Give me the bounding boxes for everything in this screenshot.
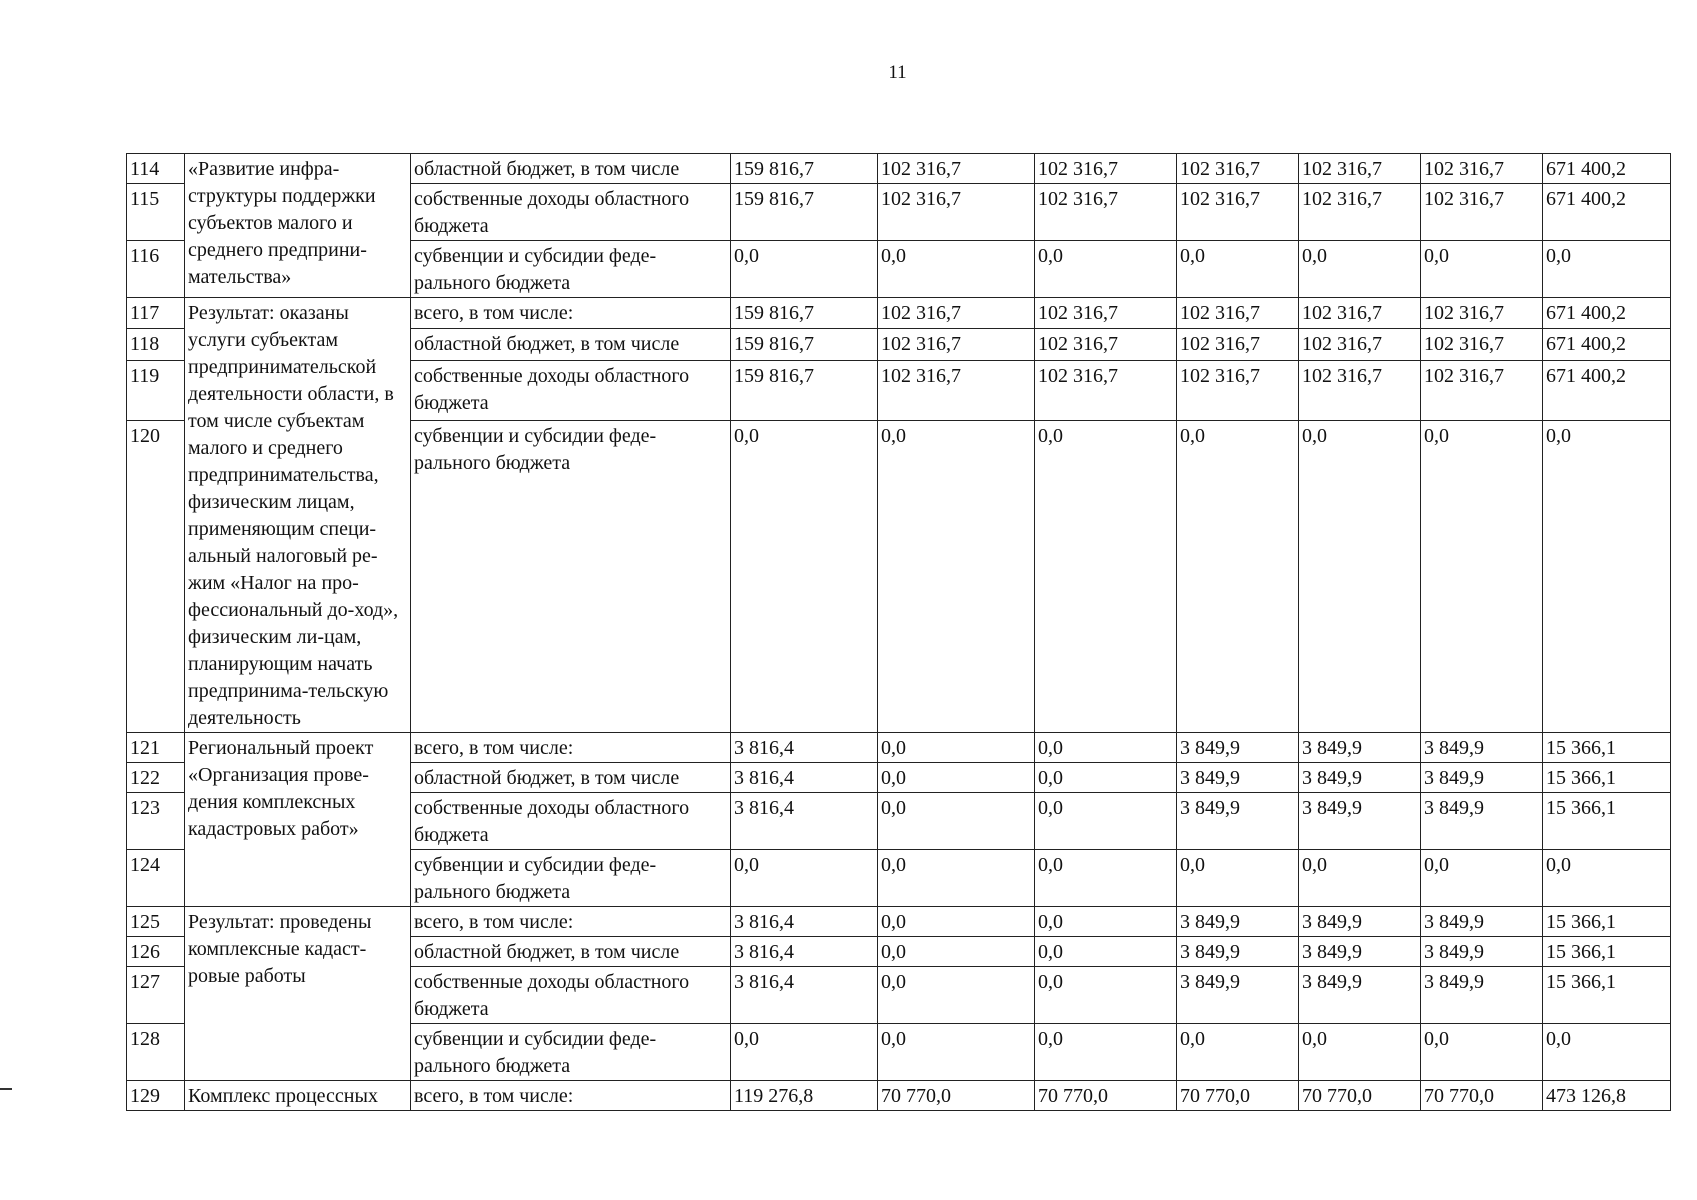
- total-value-cell: 15 366,1: [1543, 967, 1671, 1024]
- value-cell: 0,0: [1299, 850, 1421, 907]
- value-cell: 0,0: [1299, 420, 1421, 732]
- value-cell: 102 316,7: [1177, 360, 1299, 420]
- value-cell: 70 770,0: [1421, 1081, 1543, 1111]
- value-cell: 3 849,9: [1177, 793, 1299, 850]
- total-value-cell: 15 366,1: [1543, 763, 1671, 793]
- row-number-cell: 116: [127, 241, 185, 298]
- value-cell: 70 770,0: [1177, 1081, 1299, 1111]
- value-cell: 3 849,9: [1421, 907, 1543, 937]
- value-cell: 0,0: [1299, 1024, 1421, 1081]
- value-cell: 3 849,9: [1299, 967, 1421, 1024]
- value-cell: 102 316,7: [1299, 298, 1421, 329]
- value-cell: 102 316,7: [1035, 329, 1177, 360]
- funding-source-cell: собственные доходы областного бюджета: [411, 967, 731, 1024]
- funding-source-cell: всего, в том числе:: [411, 733, 731, 763]
- value-cell: 0,0: [1421, 241, 1543, 298]
- total-value-cell: 0,0: [1543, 1024, 1671, 1081]
- row-number-cell: 122: [127, 763, 185, 793]
- value-cell: 0,0: [1035, 241, 1177, 298]
- row-number-cell: 123: [127, 793, 185, 850]
- value-cell: 3 816,4: [731, 793, 878, 850]
- funding-source-cell: субвенции и субсидии феде-рального бюджета: [411, 850, 731, 907]
- value-cell: 102 316,7: [1035, 360, 1177, 420]
- value-cell: 102 316,7: [878, 329, 1035, 360]
- table-body: [127, 154, 1671, 1111]
- table-row: [127, 733, 1671, 763]
- value-cell: 159 816,7: [731, 329, 878, 360]
- total-value-cell: 671 400,2: [1543, 154, 1671, 184]
- funding-source-cell: всего, в том числе:: [411, 298, 731, 329]
- value-cell: 3 849,9: [1299, 907, 1421, 937]
- total-value-cell: 15 366,1: [1543, 937, 1671, 967]
- row-number-cell: 128: [127, 1024, 185, 1081]
- total-value-cell: 0,0: [1543, 241, 1671, 298]
- value-cell: 102 316,7: [1177, 298, 1299, 329]
- value-cell: 102 316,7: [1177, 329, 1299, 360]
- row-number-cell: 119: [127, 360, 185, 420]
- table-row: [127, 1081, 1671, 1111]
- value-cell: 0,0: [731, 850, 878, 907]
- value-cell: 102 316,7: [1299, 329, 1421, 360]
- group-name-cell: Результат: проведены комплексные кадаст-ровые работы: [185, 907, 411, 1081]
- total-value-cell: 15 366,1: [1543, 907, 1671, 937]
- value-cell: 102 316,7: [1299, 184, 1421, 241]
- value-cell: 0,0: [1299, 241, 1421, 298]
- value-cell: 0,0: [1177, 1024, 1299, 1081]
- total-value-cell: 15 366,1: [1543, 733, 1671, 763]
- value-cell: 0,0: [878, 907, 1035, 937]
- value-cell: 3 816,4: [731, 907, 878, 937]
- value-cell: 102 316,7: [878, 298, 1035, 329]
- funding-source-cell: субвенции и субсидии феде- рального бюджета: [411, 241, 731, 298]
- value-cell: 0,0: [1421, 420, 1543, 732]
- value-cell: 102 316,7: [1177, 184, 1299, 241]
- value-cell: 0,0: [1421, 850, 1543, 907]
- value-cell: 0,0: [1035, 907, 1177, 937]
- value-cell: 102 316,7: [1035, 298, 1177, 329]
- total-value-cell: 0,0: [1543, 850, 1671, 907]
- group-name-cell: Региональный проект «Организация прове-дения комплексных кадастровых работ»: [185, 733, 411, 907]
- value-cell: 0,0: [1035, 733, 1177, 763]
- value-cell: 0,0: [1035, 937, 1177, 967]
- value-cell: 0,0: [878, 850, 1035, 907]
- value-cell: 0,0: [1177, 241, 1299, 298]
- value-cell: 102 316,7: [1421, 154, 1543, 184]
- value-cell: 3 849,9: [1299, 763, 1421, 793]
- value-cell: 102 316,7: [878, 154, 1035, 184]
- funding-source-cell: всего, в том числе:: [411, 907, 731, 937]
- value-cell: 3 849,9: [1177, 907, 1299, 937]
- row-number-cell: 117: [127, 298, 185, 329]
- funding-source-cell: собственные доходы областного бюджета: [411, 184, 731, 241]
- value-cell: 3 849,9: [1299, 733, 1421, 763]
- value-cell: 102 316,7: [1177, 154, 1299, 184]
- value-cell: 0,0: [731, 1024, 878, 1081]
- value-cell: 0,0: [1035, 850, 1177, 907]
- table-row: [127, 907, 1671, 937]
- value-cell: 3 849,9: [1421, 793, 1543, 850]
- group-name-cell: «Развитие инфра-структуры поддержки субъектов малого и среднего предприни-мательства»: [185, 154, 411, 298]
- value-cell: 3 849,9: [1421, 763, 1543, 793]
- value-cell: 3 816,4: [731, 763, 878, 793]
- row-number-cell: 124: [127, 850, 185, 907]
- value-cell: 102 316,7: [1421, 184, 1543, 241]
- total-value-cell: 671 400,2: [1543, 360, 1671, 420]
- value-cell: 102 316,7: [878, 360, 1035, 420]
- row-number-cell: 120: [127, 420, 185, 732]
- total-value-cell: 15 366,1: [1543, 793, 1671, 850]
- value-cell: 3 816,4: [731, 967, 878, 1024]
- group-name-cell: Результат: оказаны услуги субъектам предпринимательской деятельности области, в том числе субъектам малого и среднего предпринимательства, физическим лицам, применяющим специ-альный налоговый ре-жим «Налог на про-фессиональный до-ход», физическим ли-цам, планирующим начать предпринима-тельскую деятельность: [185, 298, 411, 733]
- total-value-cell: 0,0: [1543, 420, 1671, 732]
- row-number-cell: 115: [127, 184, 185, 241]
- budget-table: [126, 153, 1671, 1111]
- funding-source-cell: областной бюджет, в том числе: [411, 937, 731, 967]
- value-cell: 0,0: [1035, 967, 1177, 1024]
- value-cell: 3 849,9: [1177, 763, 1299, 793]
- value-cell: 3 849,9: [1421, 967, 1543, 1024]
- funding-source-cell: областной бюджет, в том числе: [411, 763, 731, 793]
- value-cell: 70 770,0: [1299, 1081, 1421, 1111]
- total-value-cell: 671 400,2: [1543, 184, 1671, 241]
- value-cell: 0,0: [731, 420, 878, 732]
- value-cell: 102 316,7: [1421, 298, 1543, 329]
- row-number-cell: 127: [127, 967, 185, 1024]
- table-row: [127, 298, 1671, 329]
- value-cell: 102 316,7: [1035, 184, 1177, 241]
- margin-mark: [0, 1088, 12, 1090]
- value-cell: 119 276,8: [731, 1081, 878, 1111]
- group-name-cell: Комплекс процессных: [185, 1081, 411, 1111]
- value-cell: 0,0: [878, 420, 1035, 732]
- value-cell: 0,0: [878, 793, 1035, 850]
- value-cell: 3 849,9: [1299, 937, 1421, 967]
- funding-source-cell: субвенции и субсидии феде-рального бюджета: [411, 1024, 731, 1081]
- value-cell: 70 770,0: [878, 1081, 1035, 1111]
- value-cell: 0,0: [878, 763, 1035, 793]
- table-row: [127, 154, 1671, 184]
- funding-source-cell: собственные доходы областного бюджета: [411, 793, 731, 850]
- row-number-cell: 118: [127, 329, 185, 360]
- value-cell: 0,0: [878, 733, 1035, 763]
- row-number-cell: 125: [127, 907, 185, 937]
- funding-source-cell: областной бюджет, в том числе: [411, 329, 731, 360]
- funding-source-cell: собственные доходы областного бюджета: [411, 360, 731, 420]
- funding-source-cell: областной бюджет, в том числе: [411, 154, 731, 184]
- total-value-cell: 671 400,2: [1543, 298, 1671, 329]
- value-cell: 0,0: [878, 241, 1035, 298]
- value-cell: 102 316,7: [1421, 329, 1543, 360]
- value-cell: 159 816,7: [731, 184, 878, 241]
- value-cell: 0,0: [878, 967, 1035, 1024]
- value-cell: 102 316,7: [1299, 154, 1421, 184]
- value-cell: 102 316,7: [1299, 360, 1421, 420]
- value-cell: 159 816,7: [731, 298, 878, 329]
- total-value-cell: 671 400,2: [1543, 329, 1671, 360]
- value-cell: 0,0: [731, 241, 878, 298]
- value-cell: 0,0: [1177, 420, 1299, 732]
- value-cell: 0,0: [1035, 763, 1177, 793]
- value-cell: 3 849,9: [1177, 937, 1299, 967]
- funding-source-cell: субвенции и субсидии феде- рального бюджета: [411, 420, 731, 732]
- value-cell: 102 316,7: [1035, 154, 1177, 184]
- value-cell: 3 849,9: [1421, 937, 1543, 967]
- total-value-cell: 473 126,8: [1543, 1081, 1671, 1111]
- value-cell: 0,0: [878, 1024, 1035, 1081]
- value-cell: 70 770,0: [1035, 1081, 1177, 1111]
- value-cell: 3 849,9: [1177, 967, 1299, 1024]
- value-cell: 3 849,9: [1421, 733, 1543, 763]
- page-number: 11: [888, 62, 907, 83]
- value-cell: 3 849,9: [1177, 733, 1299, 763]
- row-number-cell: 114: [127, 154, 185, 184]
- value-cell: 0,0: [1035, 1024, 1177, 1081]
- value-cell: 3 816,4: [731, 733, 878, 763]
- row-number-cell: 121: [127, 733, 185, 763]
- value-cell: 102 316,7: [878, 184, 1035, 241]
- value-cell: 0,0: [1035, 793, 1177, 850]
- value-cell: 0,0: [1421, 1024, 1543, 1081]
- value-cell: 159 816,7: [731, 360, 878, 420]
- value-cell: 102 316,7: [1421, 360, 1543, 420]
- value-cell: 0,0: [1177, 850, 1299, 907]
- value-cell: 3 816,4: [731, 937, 878, 967]
- funding-source-cell: всего, в том числе:: [411, 1081, 731, 1111]
- value-cell: 0,0: [878, 937, 1035, 967]
- row-number-cell: 129: [127, 1081, 185, 1111]
- value-cell: 159 816,7: [731, 154, 878, 184]
- value-cell: 3 849,9: [1299, 793, 1421, 850]
- value-cell: 0,0: [1035, 420, 1177, 732]
- row-number-cell: 126: [127, 937, 185, 967]
